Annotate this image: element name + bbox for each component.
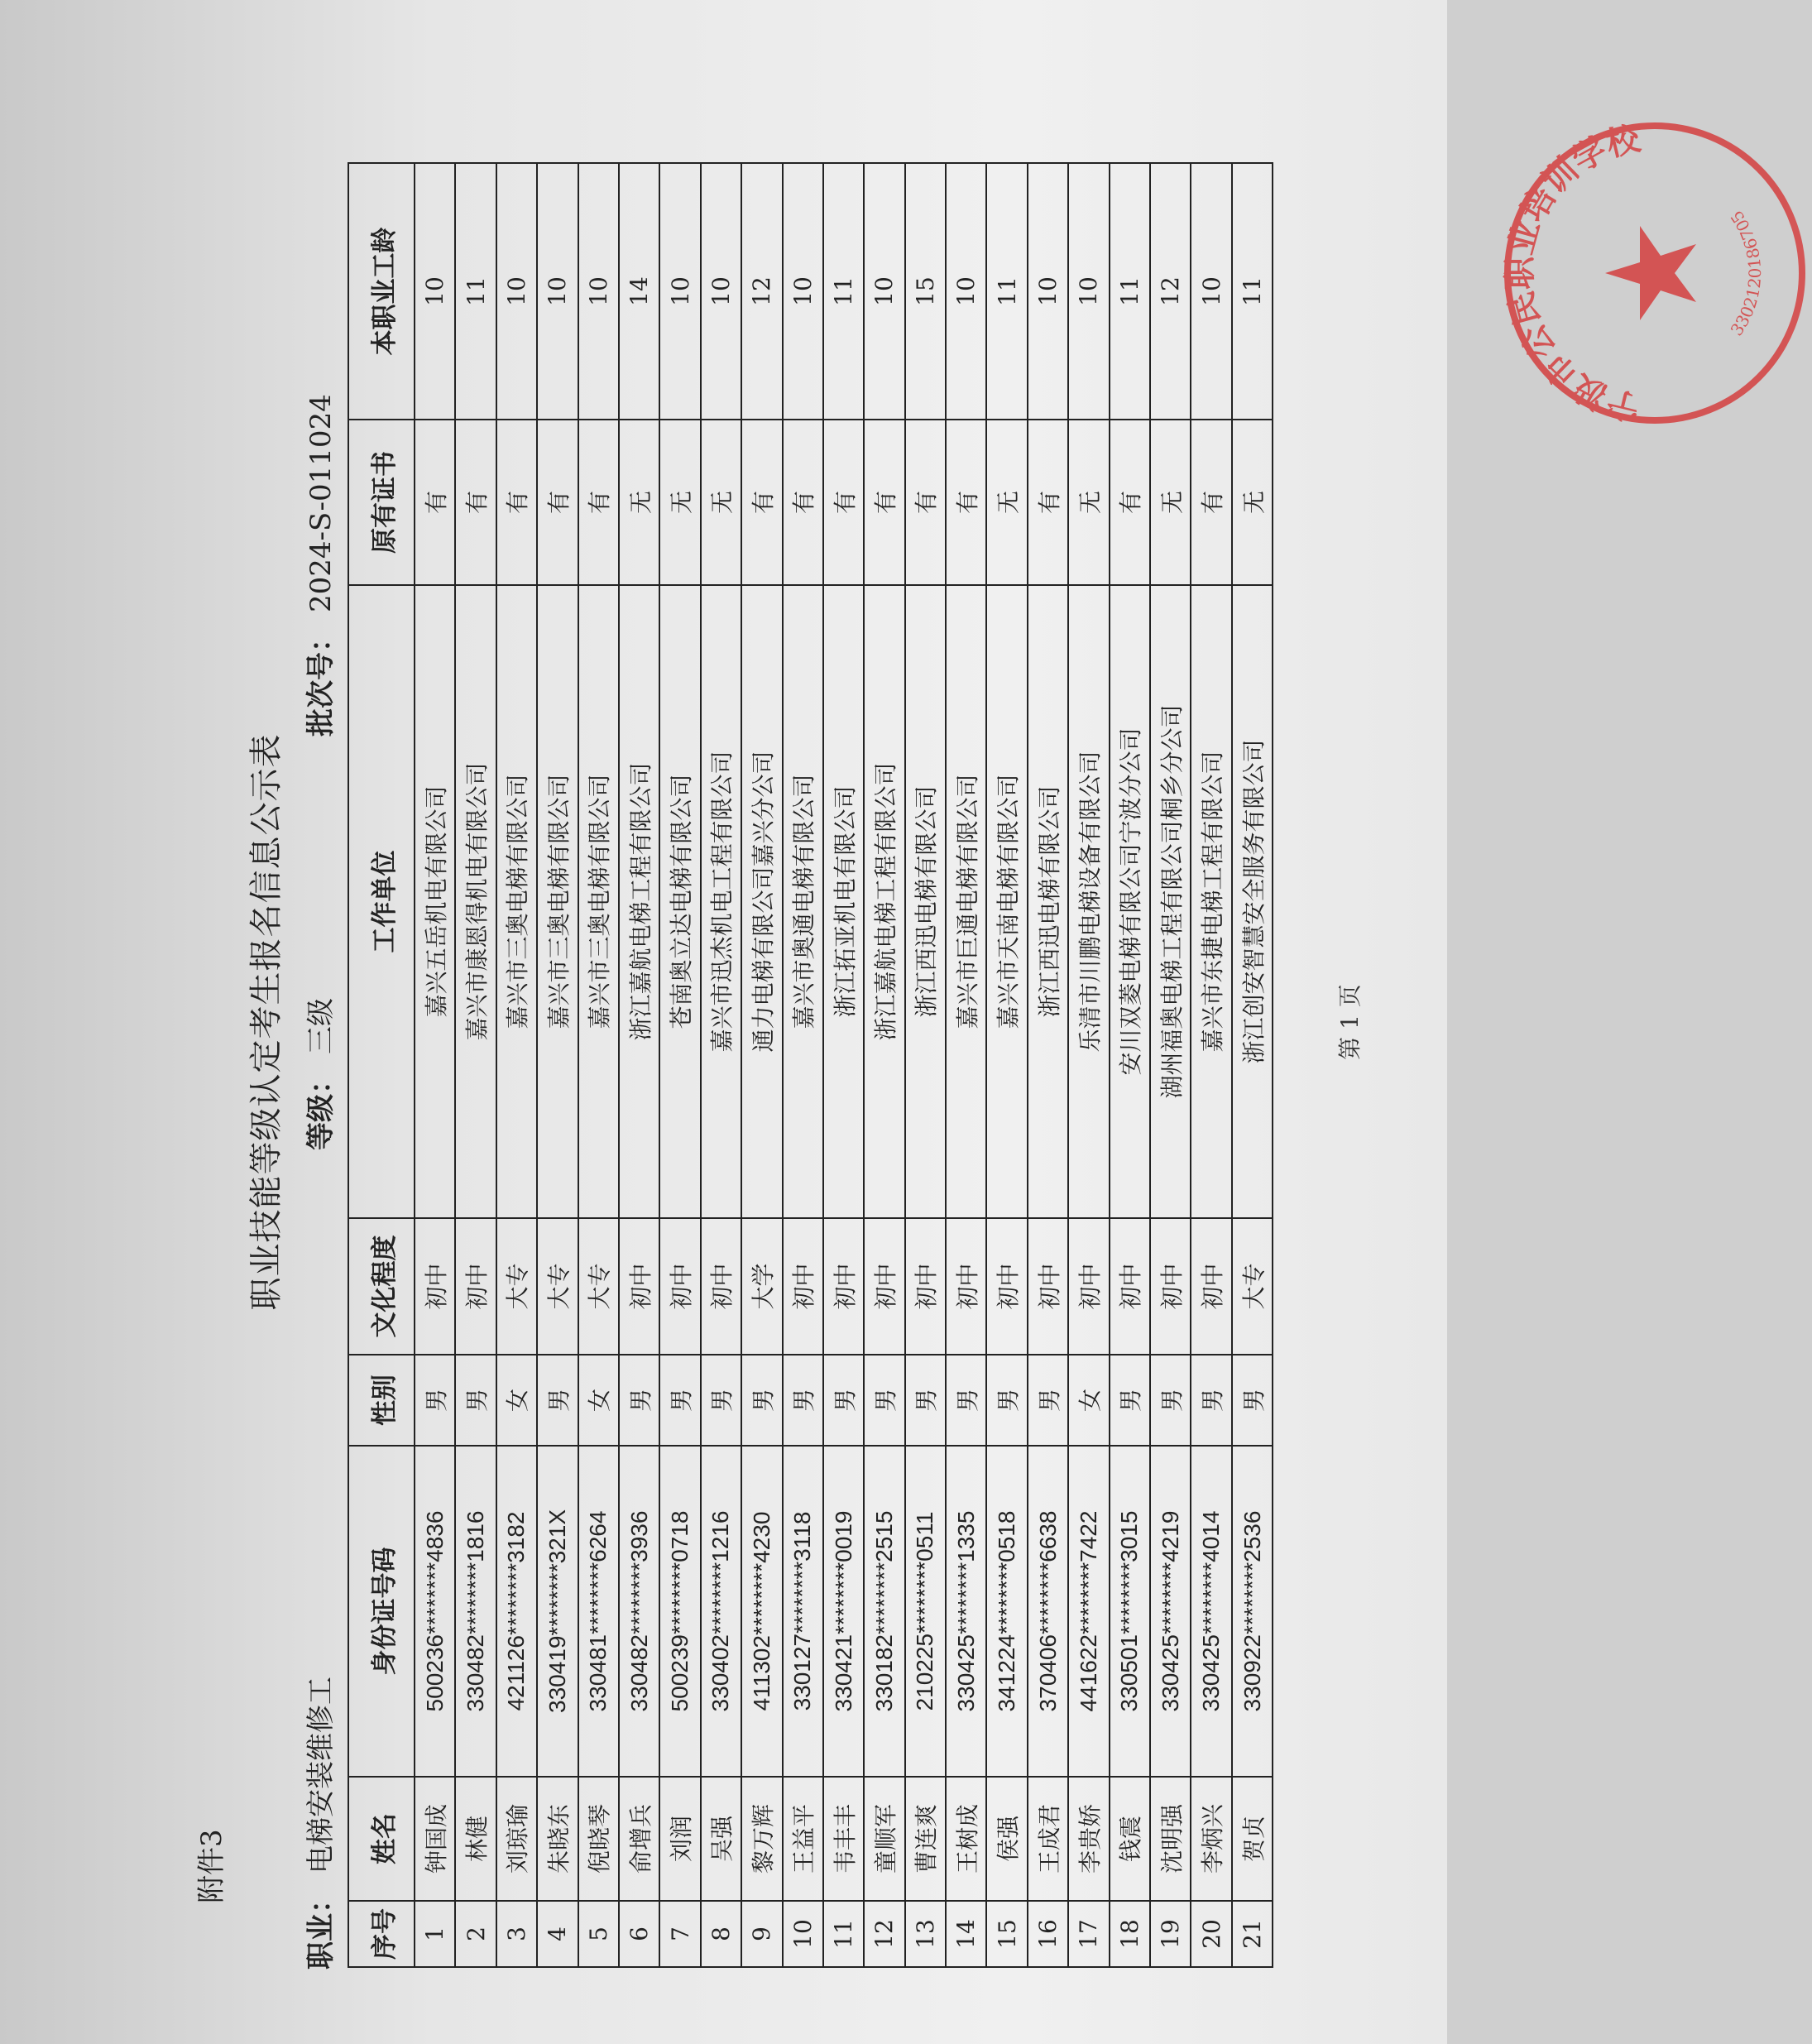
table-cell: 吴强 xyxy=(701,1777,741,1901)
header-cell: 文化程度 xyxy=(348,1218,415,1355)
header-cell: 序号 xyxy=(348,1901,415,1967)
table-cell: 侯强 xyxy=(986,1777,1027,1901)
table-cell: 15 xyxy=(986,1901,1027,1967)
table-cell: 男 xyxy=(415,1355,455,1446)
table-cell: 初中 xyxy=(783,1218,823,1355)
table-cell: 341224********0518 xyxy=(986,1446,1027,1777)
table-cell: 黎万辉 xyxy=(741,1777,782,1901)
table-cell: 无 xyxy=(1068,420,1109,585)
table-cell: 无 xyxy=(659,420,700,585)
table-cell: 10 xyxy=(864,163,904,420)
table-cell: 嘉兴市天南电梯有限公司 xyxy=(986,585,1027,1218)
table-cell: 11 xyxy=(1110,163,1150,420)
document-title: 职业技能等级认定考生报名信息公示表 xyxy=(247,733,285,1311)
table-cell: 10 xyxy=(496,163,537,420)
table-cell: 11 xyxy=(455,163,496,420)
table-cell: 11 xyxy=(1232,163,1273,420)
table-cell: 倪晓琴 xyxy=(578,1777,619,1901)
table-cell: 12 xyxy=(1150,163,1191,420)
table-cell: 大学 xyxy=(741,1218,782,1355)
table-cell: 500239********0718 xyxy=(659,1446,700,1777)
table-cell: 浙江西迅电梯有限公司 xyxy=(1028,585,1068,1218)
table-cell: 有 xyxy=(1028,420,1068,585)
table-cell: 大专 xyxy=(1232,1218,1273,1355)
table-cell: 王树成 xyxy=(946,1777,986,1901)
table-cell: 初中 xyxy=(415,1218,455,1355)
table-cell: 钱震 xyxy=(1110,1777,1150,1901)
table-cell: 330182********2515 xyxy=(864,1446,904,1777)
table-cell: 14 xyxy=(946,1901,986,1967)
table-cell: 无 xyxy=(619,420,659,585)
table-cell: 大专 xyxy=(537,1218,578,1355)
table-cell: 初中 xyxy=(701,1218,741,1355)
table-cell: 嘉兴市三奥电梯有限公司 xyxy=(496,585,537,1218)
table-cell: 无 xyxy=(701,420,741,585)
table-row xyxy=(905,163,946,1967)
table-cell: 韦丰丰 xyxy=(823,1777,864,1901)
annex-label: 附件3 xyxy=(195,1829,228,1903)
table-cell: 男 xyxy=(823,1355,864,1446)
table-cell: 嘉兴市三奥电梯有限公司 xyxy=(578,585,619,1218)
table-row xyxy=(537,163,578,1967)
table-cell: 有 xyxy=(496,420,537,585)
table-row xyxy=(619,163,659,1967)
table-cell: 16 xyxy=(1028,1901,1068,1967)
table-cell: 11 xyxy=(823,1901,864,1967)
batch-label: 批次号： xyxy=(304,624,338,737)
table-row xyxy=(1191,163,1231,1967)
table-cell: 男 xyxy=(864,1355,904,1446)
table-cell: 李贵娇 xyxy=(1068,1777,1109,1901)
table-row xyxy=(1068,163,1109,1967)
header-cell: 性别 xyxy=(348,1355,415,1446)
table-cell: 19 xyxy=(1150,1901,1191,1967)
batch-line xyxy=(298,394,338,737)
table-cell: 有 xyxy=(415,420,455,585)
table-cell: 初中 xyxy=(1150,1218,1191,1355)
table-cell: 男 xyxy=(1150,1355,1191,1446)
table-cell: 钟国成 xyxy=(415,1777,455,1901)
table-cell: 有 xyxy=(864,420,904,585)
table-cell: 嘉兴市三奥电梯有限公司 xyxy=(537,585,578,1218)
table-cell: 330421********0019 xyxy=(823,1446,864,1777)
table-cell: 湖州福奥电梯工程有限公司桐乡分公司 xyxy=(1150,585,1191,1218)
table-cell: 童顺军 xyxy=(864,1777,904,1901)
table-cell: 女 xyxy=(496,1355,537,1446)
table-cell: 10 xyxy=(1028,163,1068,420)
table-body xyxy=(415,163,1273,1967)
table-cell: 刘琼瑜 xyxy=(496,1777,537,1901)
table-cell: 有 xyxy=(537,420,578,585)
table-cell: 男 xyxy=(1191,1355,1231,1446)
header-cell: 姓名 xyxy=(348,1777,415,1901)
occupation-label: 职业： xyxy=(304,1885,338,1970)
table-cell: 女 xyxy=(1068,1355,1109,1446)
table-cell: 男 xyxy=(783,1355,823,1446)
table-cell: 330419********321X xyxy=(537,1446,578,1777)
table-cell: 初中 xyxy=(986,1218,1027,1355)
table-cell: 王成君 xyxy=(1028,1777,1068,1901)
table-cell: 初中 xyxy=(823,1218,864,1355)
table-cell: 有 xyxy=(578,420,619,585)
table-cell: 有 xyxy=(823,420,864,585)
table-cell: 男 xyxy=(619,1355,659,1446)
table-cell: 嘉兴市东捷电梯工程有限公司 xyxy=(1191,585,1231,1218)
table-cell: 11 xyxy=(823,163,864,420)
table-cell: 嘉兴五岳机电有限公司 xyxy=(415,585,455,1218)
table-cell: 12 xyxy=(864,1901,904,1967)
table-cell: 男 xyxy=(741,1355,782,1446)
level-value: 三级 xyxy=(304,998,338,1054)
table-cell: 8 xyxy=(701,1901,741,1967)
table-cell: 男 xyxy=(537,1355,578,1446)
table-cell: 330481********6264 xyxy=(578,1446,619,1777)
table-cell: 11 xyxy=(986,163,1027,420)
table-cell: 无 xyxy=(986,420,1027,585)
table-row xyxy=(701,163,741,1967)
table-row xyxy=(1232,163,1273,1967)
table-cell: 曹连爽 xyxy=(905,1777,946,1901)
occupation-value: 电梯安装维修工 xyxy=(304,1677,338,1874)
table-cell: 10 xyxy=(946,163,986,420)
table-cell: 男 xyxy=(946,1355,986,1446)
table-cell: 初中 xyxy=(1028,1218,1068,1355)
table-cell: 贺贞 xyxy=(1232,1777,1273,1901)
table-cell: 10 xyxy=(1068,163,1109,420)
seal-group xyxy=(1500,118,1802,427)
table-cell: 无 xyxy=(1232,420,1273,585)
table-cell: 浙江嘉航电梯工程有限公司 xyxy=(864,585,904,1218)
table-cell: 初中 xyxy=(455,1218,496,1355)
table-cell: 无 xyxy=(1150,420,1191,585)
official-seal xyxy=(1498,116,1812,430)
table-row xyxy=(415,163,455,1967)
table-row xyxy=(823,163,864,1967)
table-cell: 370406********6638 xyxy=(1028,1446,1068,1777)
table-cell: 初中 xyxy=(946,1218,986,1355)
table-row xyxy=(1150,163,1191,1967)
page-number: 第 1 页 xyxy=(1336,984,1364,1060)
table-cell: 男 xyxy=(1232,1355,1273,1446)
table-cell: 4 xyxy=(537,1901,578,1967)
table-cell: 男 xyxy=(986,1355,1027,1446)
table-cell: 女 xyxy=(578,1355,619,1446)
table-cell: 嘉兴市康恩得机电有限公司 xyxy=(455,585,496,1218)
table-cell: 刘润 xyxy=(659,1777,700,1901)
table-cell: 20 xyxy=(1191,1901,1231,1967)
table-cell: 初中 xyxy=(1068,1218,1109,1355)
table-cell: 男 xyxy=(659,1355,700,1446)
table-cell: 李炳兴 xyxy=(1191,1777,1231,1901)
level-line xyxy=(298,998,338,1150)
table-cell: 421126********3182 xyxy=(496,1446,537,1777)
table-cell: 13 xyxy=(905,1901,946,1967)
table-cell: 浙江拓亚机电有限公司 xyxy=(823,585,864,1218)
table-cell: 7 xyxy=(659,1901,700,1967)
batch-value: 2024-S-011024 xyxy=(304,394,338,612)
table-cell: 330922********2536 xyxy=(1232,1446,1273,1777)
table-cell: 10 xyxy=(701,163,741,420)
table-cell: 10 xyxy=(415,163,455,420)
table-cell: 9 xyxy=(741,1901,782,1967)
table-row xyxy=(496,163,537,1967)
table-cell: 411302********4230 xyxy=(741,1446,782,1777)
table-cell: 330127********3118 xyxy=(783,1446,823,1777)
table-cell: 330501********3015 xyxy=(1110,1446,1150,1777)
table-row xyxy=(946,163,986,1967)
table-cell: 15 xyxy=(905,163,946,420)
table-cell: 10 xyxy=(783,163,823,420)
table-cell: 男 xyxy=(1110,1355,1150,1446)
table-cell: 王益平 xyxy=(783,1777,823,1901)
table-row xyxy=(659,163,700,1967)
table-cell: 有 xyxy=(946,420,986,585)
table-cell: 330482********1816 xyxy=(455,1446,496,1777)
seal-text: 宁波市公民职业培训学校 xyxy=(1500,118,1644,428)
table-cell: 初中 xyxy=(659,1218,700,1355)
table-cell: 2 xyxy=(455,1901,496,1967)
table-row xyxy=(578,163,619,1967)
table-header-row xyxy=(348,163,415,1967)
table-cell: 21 xyxy=(1232,1901,1273,1967)
table-cell: 浙江嘉航电梯工程有限公司 xyxy=(619,585,659,1218)
table-cell: 1 xyxy=(415,1901,455,1967)
table-cell: 441622********7422 xyxy=(1068,1446,1109,1777)
seal-star-icon xyxy=(1605,226,1696,320)
table-row xyxy=(986,163,1027,1967)
table-cell: 5 xyxy=(578,1901,619,1967)
table-cell: 330482********3936 xyxy=(619,1446,659,1777)
table-cell: 初中 xyxy=(864,1218,904,1355)
table-cell: 330402********1216 xyxy=(701,1446,741,1777)
table-cell: 朱晓东 xyxy=(537,1777,578,1901)
table-cell: 14 xyxy=(619,163,659,420)
header-cell: 原有证书 xyxy=(348,420,415,585)
table-cell: 有 xyxy=(1191,420,1231,585)
seal-number: 3302120186705 xyxy=(1726,206,1765,340)
level-label: 等级： xyxy=(304,1066,338,1150)
table-cell: 3 xyxy=(496,1901,537,1967)
table-cell: 10 xyxy=(1191,163,1231,420)
table-cell: 苍南奥立达电梯有限公司 xyxy=(659,585,700,1218)
table-cell: 林健 xyxy=(455,1777,496,1901)
table-cell: 330425********4014 xyxy=(1191,1446,1231,1777)
header-cell: 本职业工龄 xyxy=(348,163,415,420)
table-cell: 大专 xyxy=(496,1218,537,1355)
table-row xyxy=(741,163,782,1967)
table-cell: 俞增兵 xyxy=(619,1777,659,1901)
table-cell: 初中 xyxy=(1191,1218,1231,1355)
table-cell: 330425********1335 xyxy=(946,1446,986,1777)
table-cell: 有 xyxy=(905,420,946,585)
table-row xyxy=(783,163,823,1967)
header-cell: 工作单位 xyxy=(348,585,415,1218)
table-cell: 大专 xyxy=(578,1218,619,1355)
table-cell: 有 xyxy=(1110,420,1150,585)
table-cell: 安川双菱电梯有限公司宁波分公司 xyxy=(1110,585,1150,1218)
table-cell: 初中 xyxy=(1110,1218,1150,1355)
table-cell: 男 xyxy=(455,1355,496,1446)
table-cell: 男 xyxy=(701,1355,741,1446)
table-cell: 有 xyxy=(783,420,823,585)
table-cell: 嘉兴市巨通电梯有限公司 xyxy=(946,585,986,1218)
table-cell: 沈明强 xyxy=(1150,1777,1191,1901)
table-cell: 10 xyxy=(578,163,619,420)
table-cell: 初中 xyxy=(619,1218,659,1355)
table-cell: 浙江西迅电梯有限公司 xyxy=(905,585,946,1218)
header-cell: 身份证号码 xyxy=(348,1446,415,1777)
table-row xyxy=(1028,163,1068,1967)
table-cell: 330425********4219 xyxy=(1150,1446,1191,1777)
table-cell: 初中 xyxy=(905,1218,946,1355)
table-cell: 乐清市川鹏电梯设备有限公司 xyxy=(1068,585,1109,1218)
table-cell: 嘉兴市奥通电梯有限公司 xyxy=(783,585,823,1218)
table-cell: 10 xyxy=(659,163,700,420)
table-cell: 17 xyxy=(1068,1901,1109,1967)
table-cell: 10 xyxy=(537,163,578,420)
table-cell: 12 xyxy=(741,163,782,420)
table-row xyxy=(1110,163,1150,1967)
table-cell: 210225********0511 xyxy=(905,1446,946,1777)
registration-table xyxy=(348,162,1273,1968)
table-cell: 18 xyxy=(1110,1901,1150,1967)
table-cell: 500236********4836 xyxy=(415,1446,455,1777)
occupation-line xyxy=(298,1677,338,1970)
table-cell: 6 xyxy=(619,1901,659,1967)
table-cell: 通力电梯有限公司嘉兴分公司 xyxy=(741,585,782,1218)
table-cell: 男 xyxy=(905,1355,946,1446)
table-cell: 男 xyxy=(1028,1355,1068,1446)
table-cell: 嘉兴市迅杰机电工程有限公司 xyxy=(701,585,741,1218)
table-cell: 有 xyxy=(741,420,782,585)
table-row xyxy=(864,163,904,1967)
table-cell: 有 xyxy=(455,420,496,585)
table-row xyxy=(455,163,496,1967)
table-cell: 浙江创安智慧安全服务有限公司 xyxy=(1232,585,1273,1218)
table-cell: 10 xyxy=(783,1901,823,1967)
